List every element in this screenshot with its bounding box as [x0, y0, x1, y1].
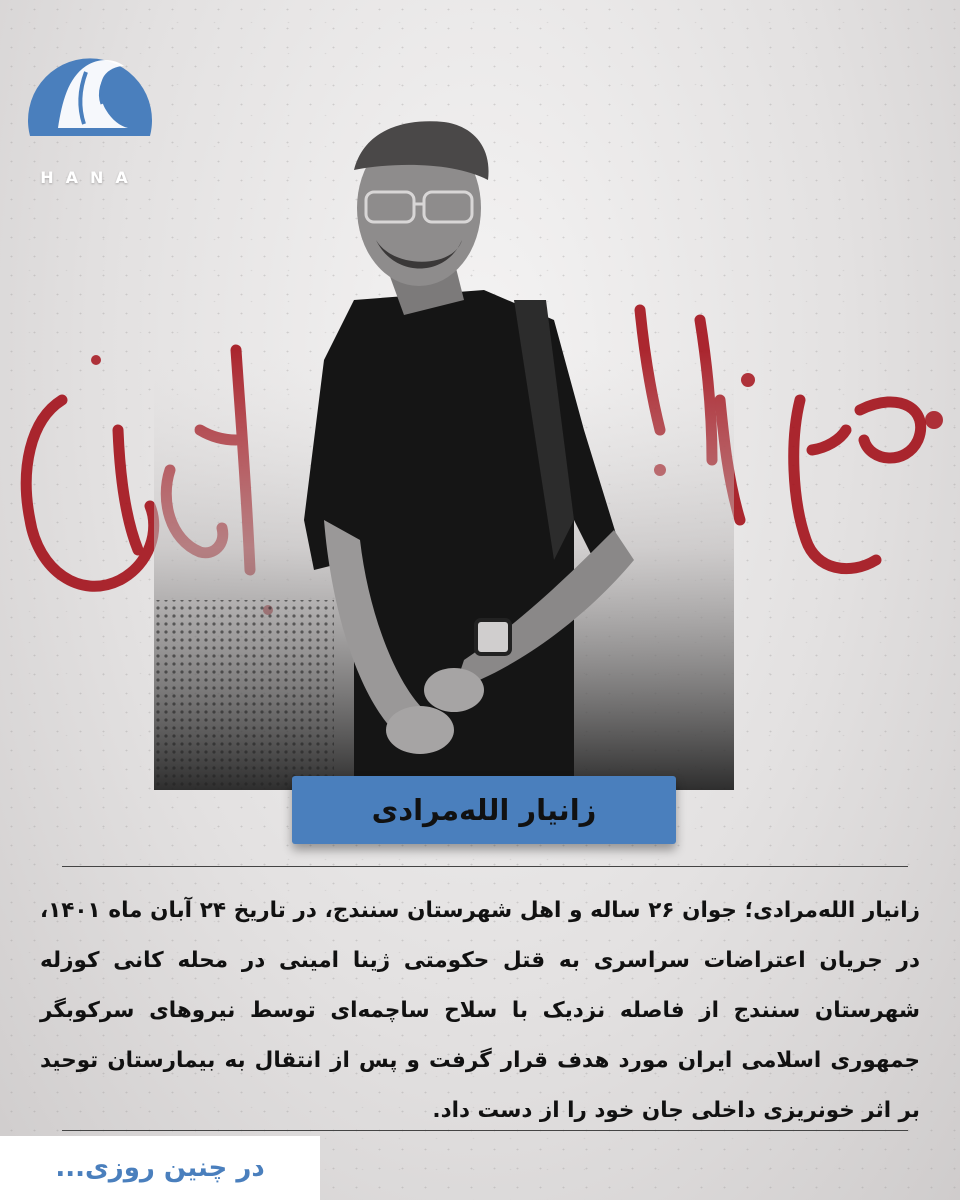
- person-name: زانیار الله‌مرادی: [371, 793, 597, 827]
- logo-text: HANA: [40, 168, 140, 187]
- divider-bottom: [62, 1130, 908, 1131]
- divider-top: [62, 866, 908, 867]
- portrait-photo: [154, 100, 734, 790]
- footer-tag-label: در چنین روزی...: [55, 1153, 265, 1183]
- name-banner: [292, 776, 676, 844]
- footer-tag: [0, 1136, 320, 1200]
- story-paragraph: زانیار الله‌مرادی؛ جوان ۲۶ ساله و اهل شهرستان سنندج، در تاریخ ۲۴ آبان ماه ۱۴۰۱، در جریان اعتراضات سراسری به قتل حکومتی ژینا امینی در محله کانی کوزله شهرستان سنندج از فاصله نزدیک با سلاح ساچمه‌ای توسط نیروهای سرکوبگر جمهوری اسلامی ایران مورد هدف قرار گرفت و پس از انتقال به بیمارستان توحید بر اثر خونریزی داخلی جان خود را از دست داد.: [40, 898, 920, 1123]
- hana-logo: [28, 32, 152, 187]
- bird-logo-icon: [28, 32, 152, 136]
